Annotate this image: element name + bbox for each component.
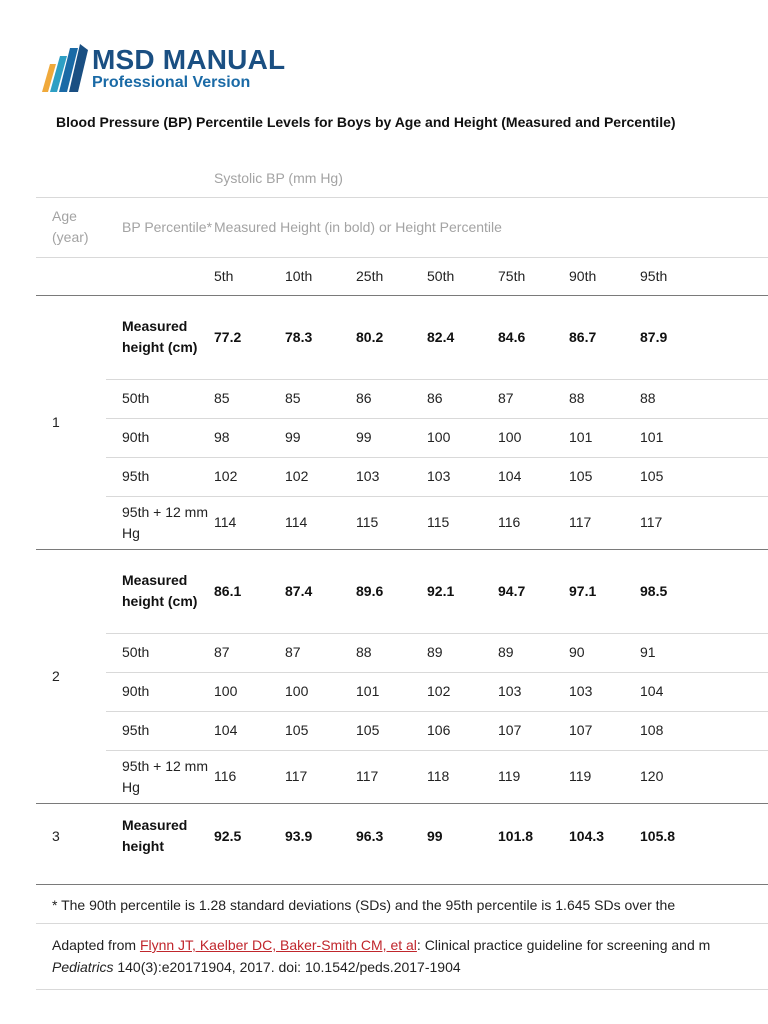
bp-percentile-label: 50th (106, 379, 214, 418)
measured-height-value: 93.9 (285, 803, 356, 869)
measured-height-value: 77.2 (214, 295, 285, 379)
measured-height-row (36, 803, 768, 869)
bp-value: 89 (498, 633, 569, 672)
bp-value: 108 (640, 711, 768, 750)
height-percentile-header: 5th (214, 257, 285, 295)
bp-value: 101 (356, 672, 427, 711)
bp-value: 99 (285, 418, 356, 457)
measured-height-value: 96.3 (356, 803, 427, 869)
measured-height-value: 82.4 (427, 295, 498, 379)
bp-percentile-row (36, 418, 768, 457)
bp-value: 114 (214, 496, 285, 549)
measured-height-value: 94.7 (498, 549, 569, 633)
bp-percentile-header: BP Percentile* (106, 197, 214, 257)
data-table (36, 160, 768, 869)
bp-value: 105 (569, 457, 640, 496)
bp-value: 100 (498, 418, 569, 457)
bp-value: 106 (427, 711, 498, 750)
bp-percentile-row (36, 457, 768, 496)
bp-value: 100 (427, 418, 498, 457)
bp-value: 103 (427, 457, 498, 496)
age-cell: 2 (36, 549, 106, 803)
age-header: Age (year) (36, 197, 106, 257)
measured-height-label: Measured height (cm) (106, 549, 214, 633)
height-percentile-header: 90th (569, 257, 640, 295)
bp-value: 98 (214, 418, 285, 457)
bp-value: 99 (356, 418, 427, 457)
bp-value: 101 (640, 418, 768, 457)
bp-percentile-table (36, 160, 768, 869)
bp-value: 88 (569, 379, 640, 418)
bp-percentile-label: 90th (106, 672, 214, 711)
bp-value: 100 (214, 672, 285, 711)
source-prefix: Adapted from (52, 937, 140, 953)
bp-value: 117 (569, 496, 640, 549)
bp-value: 88 (640, 379, 768, 418)
height-percentile-header: 10th (285, 257, 356, 295)
bp-value: 117 (356, 750, 427, 803)
table-footnote: * The 90th percentile is 1.28 standard deviations (SDs) and the 95th percentile is 1.645 SDs over the (36, 884, 768, 924)
measured-height-value: 99 (427, 803, 498, 869)
bp-percentile-label: 95th + 12 mm Hg (106, 750, 214, 803)
bp-value: 89 (427, 633, 498, 672)
empty-cell (36, 257, 106, 295)
measured-height-value: 105.8 (640, 803, 768, 869)
measured-height-label: Measured height (cm) (106, 295, 214, 379)
bp-value: 103 (498, 672, 569, 711)
height-header: Measured Height (in bold) or Height Percentile (214, 197, 768, 257)
bp-value: 117 (285, 750, 356, 803)
height-percentile-header: 95th (640, 257, 768, 295)
bp-value: 116 (498, 496, 569, 549)
bp-value: 90 (569, 633, 640, 672)
bp-percentile-label: 50th (106, 633, 214, 672)
empty-cell (36, 160, 106, 197)
measured-height-value: 97.1 (569, 549, 640, 633)
section-header: Systolic BP (mm Hg) (214, 169, 343, 186)
bp-value: 102 (214, 457, 285, 496)
bp-value: 107 (569, 711, 640, 750)
header-row-labels (36, 197, 768, 257)
height-percentile-header: 25th (356, 257, 427, 295)
bp-value: 85 (285, 379, 356, 418)
bp-percentile-row (36, 672, 768, 711)
header-row-height-percentiles (36, 257, 768, 295)
bp-percentile-label: 95th (106, 711, 214, 750)
measured-height-value: 86.1 (214, 549, 285, 633)
measured-height-value: 80.2 (356, 295, 427, 379)
bp-value: 88 (356, 633, 427, 672)
bp-percentile-row (36, 496, 768, 549)
bp-value: 117 (640, 496, 768, 549)
bp-value: 91 (640, 633, 768, 672)
measured-height-row (36, 295, 768, 379)
bp-value: 115 (427, 496, 498, 549)
bp-value: 116 (214, 750, 285, 803)
bp-percentile-label: 90th (106, 418, 214, 457)
source-citation-detail: 140(3):e20171904, 2017. doi: 10.1542/peds.2017-1904 (113, 959, 461, 975)
bp-percentile-row (36, 379, 768, 418)
measured-height-row (36, 549, 768, 633)
measured-height-value: 89.6 (356, 549, 427, 633)
bp-value: 118 (427, 750, 498, 803)
height-percentile-header: 50th (427, 257, 498, 295)
empty-cell (106, 160, 214, 197)
bp-value: 104 (498, 457, 569, 496)
bp-value: 107 (498, 711, 569, 750)
bp-value: 120 (640, 750, 768, 803)
bp-value: 104 (214, 711, 285, 750)
bp-value: 119 (498, 750, 569, 803)
bp-value: 104 (640, 672, 768, 711)
header-row-section (36, 160, 768, 197)
bp-value: 86 (356, 379, 427, 418)
bp-value: 86 (427, 379, 498, 418)
measured-height-value: 86.7 (569, 295, 640, 379)
source-journal: Pediatrics (52, 959, 114, 975)
measured-height-value: 78.3 (285, 295, 356, 379)
bp-value: 115 (356, 496, 427, 549)
bp-value: 100 (285, 672, 356, 711)
bp-percentile-row (36, 633, 768, 672)
bp-value: 105 (356, 711, 427, 750)
source-after-link: : Clinical practice guideline for screening and m (416, 937, 711, 953)
bp-value: 105 (640, 457, 768, 496)
height-percentile-header: 75th (498, 257, 569, 295)
msd-manual-logo[interactable] (36, 42, 285, 98)
measured-height-value: 98.5 (640, 549, 768, 633)
source-reference-link[interactable]: Flynn JT, Kaelber DC, Baker-Smith CM, et al (139, 937, 417, 953)
measured-height-value: 84.6 (498, 295, 569, 379)
bp-value: 87 (214, 633, 285, 672)
measured-height-label: Measured height (106, 803, 214, 869)
bp-value: 114 (285, 496, 356, 549)
bp-value: 103 (569, 672, 640, 711)
bp-percentile-label: 95th (106, 457, 214, 496)
bp-value: 105 (285, 711, 356, 750)
bp-value: 87 (498, 379, 569, 418)
bp-value: 87 (285, 633, 356, 672)
measured-height-value: 104.3 (569, 803, 640, 869)
logo-subtitle: Professional Version (92, 74, 251, 91)
measured-height-value: 92.5 (214, 803, 285, 869)
measured-height-value: 92.1 (427, 549, 498, 633)
table-title: Blood Pressure (BP) Percentile Levels for Boys by Age and Height (Measured and Percentile) (56, 114, 676, 130)
measured-height-value: 87.4 (285, 549, 356, 633)
bp-value: 103 (356, 457, 427, 496)
logo-mark-icon (36, 42, 90, 94)
bp-value: 119 (569, 750, 640, 803)
age-cell: 3 (36, 803, 106, 869)
measured-height-value: 101.8 (498, 803, 569, 869)
bp-value: 85 (214, 379, 285, 418)
bp-value: 102 (285, 457, 356, 496)
age-cell: 1 (36, 295, 106, 549)
bp-value: 101 (569, 418, 640, 457)
bp-percentile-row (36, 711, 768, 750)
measured-height-value: 87.9 (640, 295, 768, 379)
logo-title: MSD MANUAL (92, 44, 286, 75)
source-citation (36, 924, 768, 990)
bp-percentile-label: 95th + 12 mm Hg (106, 496, 214, 549)
bp-percentile-row (36, 750, 768, 803)
bp-value: 102 (427, 672, 498, 711)
empty-cell (106, 257, 214, 295)
